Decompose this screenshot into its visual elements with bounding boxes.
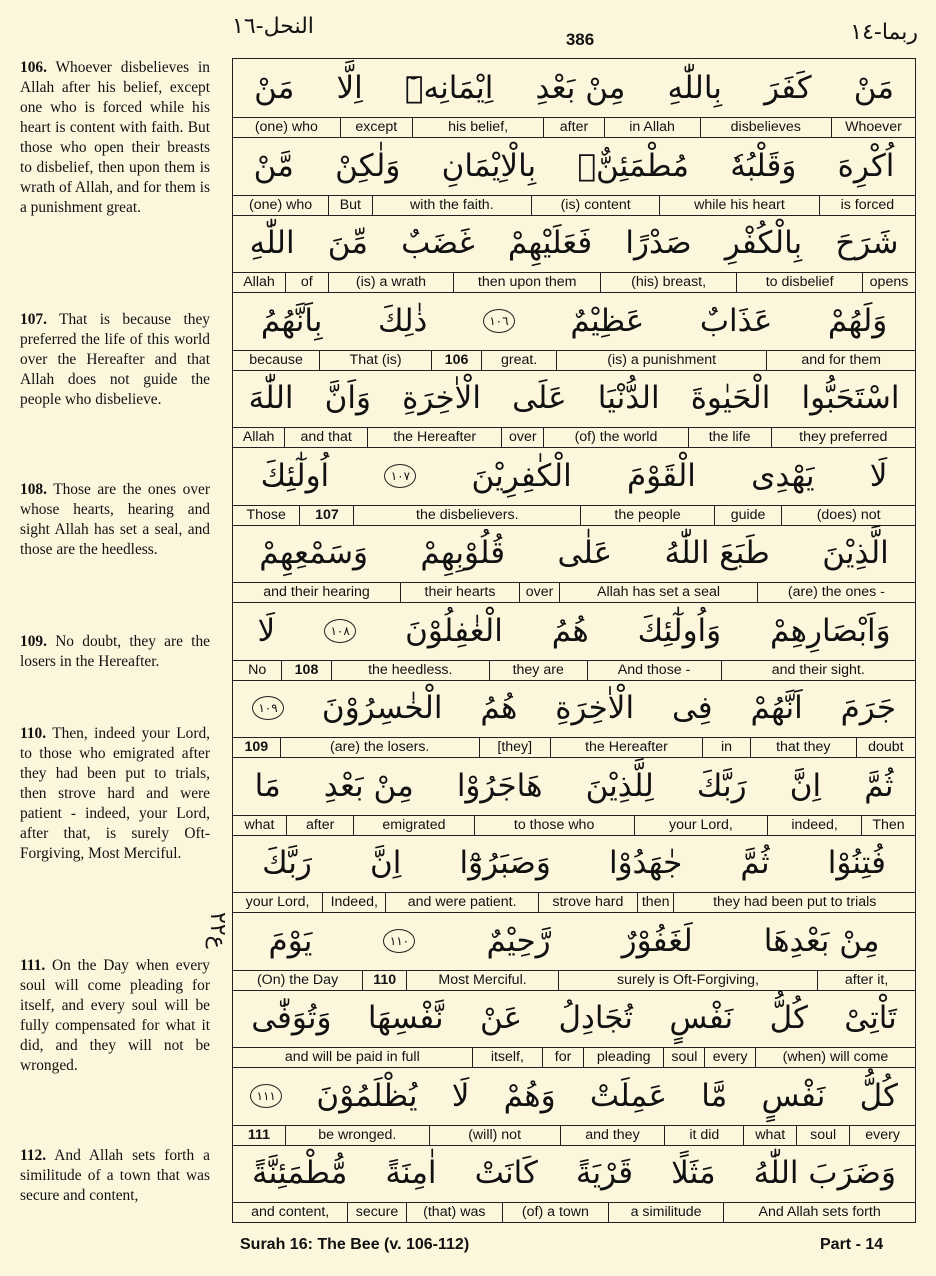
gloss-cell: what [743, 1126, 796, 1145]
arabic-word: مِنْ بَعْدِهَا [763, 922, 880, 959]
arabic-word: اُكْرِهَ [837, 147, 895, 184]
arabic-word: بِاَنَّهُمُ [260, 302, 323, 339]
gloss-cell: and they [560, 1126, 665, 1145]
arabic-word: مِنْ بَعْدِ [535, 70, 626, 106]
gloss-cell: 109 [244, 739, 269, 756]
gloss-cell: 108 [281, 661, 330, 680]
grid-row [233, 59, 915, 137]
grid-row [233, 602, 915, 680]
gloss-cell: the Hereafter [550, 738, 703, 757]
grid-row [233, 292, 915, 370]
grid-row [233, 834, 915, 912]
arabic-line [233, 292, 915, 350]
gloss-cell: 106 [431, 351, 481, 370]
arabic-word: الْغٰفِلُوْنَ [405, 612, 503, 649]
arabic-line [233, 214, 915, 272]
arabic-word: قُلُوْبِهِمْ [420, 535, 506, 572]
gloss-cell: and for them [766, 351, 915, 370]
arabic-line [233, 989, 915, 1047]
arabic-word: هُمُ [480, 690, 518, 727]
arabic-word: وَلٰكِنْ [335, 147, 401, 184]
arabic-word: رَبَّكَ [262, 845, 312, 882]
grid-row [233, 447, 915, 525]
gloss-cell: Allah [242, 429, 275, 446]
arabic-word: لَا [451, 1077, 470, 1114]
arabic-word: الْاٰخِرَةِ [402, 380, 481, 417]
english-gloss-line [233, 1047, 915, 1068]
arabic-word: كَانَتْ [474, 1155, 538, 1192]
english-gloss-line [233, 737, 915, 758]
arabic-word: غَضَبٌ [401, 225, 475, 262]
arabic-line [233, 679, 915, 737]
arabic-line [233, 1144, 915, 1202]
arabic-word: عَظِيْمٌ [570, 302, 645, 339]
arabic-word: وَاُولٰٓئِكَ [637, 612, 722, 649]
gloss-cell: the disbelievers. [353, 506, 580, 525]
arabic-word: وَقَلْبُهٗ [730, 147, 797, 184]
gloss-cell: (will) not [429, 1126, 560, 1145]
gloss-cell: secure [347, 1203, 405, 1222]
gloss-cell: they had been put to trials [673, 893, 915, 912]
gloss-cell: strove hard [538, 893, 637, 912]
english-gloss-line [233, 892, 915, 913]
arabic-line [233, 59, 915, 117]
gloss-cell: they are [489, 661, 587, 680]
gloss-cell: emigrated [353, 816, 473, 835]
english-gloss-line [233, 427, 915, 448]
arabic-word: وَضَرَبَ اللّٰهُ [753, 1155, 896, 1192]
gloss-cell: (one) who [249, 196, 313, 213]
gloss-cell: your Lord, [245, 894, 310, 911]
translation-verse-112: 112. And Allah sets forth a similitude of a town that was secure and content, [20, 1147, 211, 1204]
translation-verse-110: 110. Then, indeed your Lord, to those who emigrated after they had been put to trials, then strove hard and were patient - indeed, your Lord, after that, is surely Oft-Forgiving, Most Merciful. [20, 725, 210, 862]
gloss-cell: except [340, 118, 412, 137]
arabic-word: جٰهَدُوْا [608, 845, 683, 882]
gloss-cell: it did [664, 1126, 743, 1145]
gloss-cell: (are) the ones - [757, 583, 915, 602]
gloss-cell: (when) will come [755, 1048, 915, 1067]
arabic-word: بِالْاِيْمَانِ [441, 147, 537, 184]
translation-verse-107: 107. That is because they preferred the life of this world over the Hereafter and that Allah does not guide the people who disbelieve. [20, 311, 210, 408]
gloss-cell: That (is) [319, 351, 431, 370]
arabic-word: وَاَنَّ [324, 380, 371, 417]
arabic-word: وَهُمْ [503, 1077, 556, 1114]
arabic-word: بِاللّٰهِ [667, 70, 722, 106]
arabic-word: هُمُ [551, 612, 589, 649]
english-gloss-line [233, 272, 915, 293]
gloss-cell: over [501, 428, 543, 447]
gloss-cell: and were patient. [385, 893, 537, 912]
arabic-word: وَاَبْصَارِهِمْ [770, 612, 891, 649]
gloss-cell: after it, [817, 971, 915, 990]
translation-verse-108: 108. Those are the ones over whose hearts, hearing and sight Allah has set a seal, and those are the heedless. [20, 481, 211, 558]
arabic-word: ثُمَّ [740, 845, 770, 882]
arabic-word: مَّا [701, 1077, 728, 1114]
gloss-cell: Allah has set a seal [559, 583, 757, 602]
arabic-line [233, 1067, 915, 1125]
english-gloss-line [233, 1125, 915, 1146]
grid-row [233, 679, 915, 757]
english-gloss-line [233, 505, 915, 526]
gloss-cell: soul [663, 1048, 704, 1067]
english-gloss-line [233, 582, 915, 603]
arabic-word: طَبَعَ اللّٰهُ [664, 535, 770, 572]
gloss-cell: (that) was [406, 1203, 502, 1222]
arabic-word: كُلُّ [769, 1000, 808, 1037]
arabic-word: رَّحِيْمٌ [486, 922, 551, 959]
arabic-word: وَتُوَفّٰى [251, 1000, 332, 1037]
header-surah-arabic: النحل-١٦ [232, 14, 314, 39]
gloss-cell: great. [481, 351, 556, 370]
arabic-word: اُولٰٓئِكَ [260, 457, 330, 494]
gloss-cell: Then [861, 816, 915, 835]
page-number: 386 [565, 30, 595, 49]
arabic-word: اللّٰهِ [249, 225, 295, 262]
arabic-word: الْكٰفِرِيْنَ [471, 457, 572, 494]
gloss-cell: of [285, 273, 328, 292]
grid-row [233, 137, 915, 215]
arabic-word: الدُّنْيَا [597, 380, 660, 417]
gloss-cell: But [328, 196, 371, 215]
arabic-word: اٰمِنَةً [385, 1155, 437, 1192]
arabic-word: ذٰلِكَ [377, 302, 428, 339]
gloss-cell: the life [688, 428, 771, 447]
gloss-cell: over [519, 583, 559, 602]
gloss-cell: and their sight. [721, 661, 915, 680]
gloss-cell: every [849, 1126, 915, 1145]
gloss-cell: disbelieves [700, 118, 831, 137]
arabic-word: يَوْمَ [268, 922, 313, 959]
arabic-word: رَبَّكَ [696, 767, 747, 804]
gloss-cell: Allah [243, 274, 275, 291]
grid-row [233, 524, 915, 602]
arabic-word: اللّٰهَ [248, 380, 294, 417]
translation-verse-111: 111. On the Day when every soul will come pleading for itself, and every soul will be fully compensated for what it did, and they will not be wronged. [20, 957, 210, 1074]
verse-number-marker: ١٠٦ [483, 309, 515, 333]
verse-number-marker: ١١٠ [383, 929, 415, 953]
arabic-line [233, 834, 915, 892]
arabic-word: مَنْ [254, 70, 295, 106]
footer-surah: Surah 16: The Bee (v. 106-112) [240, 1236, 470, 1253]
gloss-cell: to disbelief [736, 273, 862, 292]
gloss-cell: soul [796, 1126, 849, 1145]
arabic-word: مِنْ بَعْدِ [323, 767, 414, 804]
gloss-cell: be wronged. [285, 1126, 429, 1145]
arabic-word: يَهْدِى [751, 457, 815, 494]
arabic-line [233, 447, 915, 505]
gloss-cell: (are) the losers. [280, 738, 479, 757]
arabic-word: ثُمَّ [864, 767, 894, 804]
gloss-cell: guide [714, 506, 781, 525]
gloss-cell: because [249, 351, 303, 368]
gloss-cell: (is) content [531, 196, 659, 215]
gloss-cell: Whoever [831, 118, 915, 137]
arabic-line [233, 602, 915, 660]
arabic-word: هَاجَرُوْا [456, 767, 543, 804]
arabic-word: لَا [869, 457, 888, 494]
gloss-cell: then upon them [453, 273, 600, 292]
english-gloss-line [233, 1202, 915, 1223]
grid-row [233, 757, 915, 835]
gloss-cell: a similitude [608, 1203, 723, 1222]
gloss-cell: (is) a punishment [556, 351, 766, 370]
gloss-cell: indeed, [767, 816, 861, 835]
gloss-cell: (one) who [254, 119, 318, 135]
gloss-cell: after [286, 816, 353, 835]
arabic-word: فِى [671, 690, 713, 727]
arabic-word: وَسَمْعِهِمْ [259, 535, 369, 572]
gloss-cell: that they [750, 738, 856, 757]
arabic-word: كَفَرَ [764, 70, 812, 106]
arabic-word: مَثَلًا [671, 1155, 716, 1192]
gloss-cell: they preferred [771, 428, 915, 447]
arabic-word: بِالْكُفْرِ [724, 225, 803, 262]
gloss-cell: (does) not [781, 506, 915, 525]
header-juz-arabic: ربما-١٤ [850, 20, 918, 45]
grid-row [233, 369, 915, 447]
arabic-word: مُّطْمَئِنَّةً [252, 1155, 348, 1192]
gloss-cell: (of) a town [502, 1203, 608, 1222]
arabic-word: اسْتَحَبُّوا [801, 380, 900, 417]
arabic-word: مِّنَ [327, 225, 368, 262]
arabic-word: مَّنْ [253, 147, 294, 184]
gloss-cell: every [704, 1048, 755, 1067]
arabic-word: شَرَحَ [835, 225, 899, 262]
translation-verse-106: 106. Whoever disbelieves in Allah after his belief, except one who is forced while his heart is content with faith. But those who open their breasts to disbelief, then upon them is wrath of Allah, and for them is a punishment great. [20, 59, 211, 216]
arabic-word: الْحَيٰوةَ [690, 380, 771, 417]
gloss-cell: 111 [247, 1126, 271, 1143]
arabic-word: فَعَلَيْهِمْ [507, 225, 593, 262]
arabic-word: الَّذِيْنَ [822, 535, 889, 572]
gloss-cell: (is) a wrath [328, 273, 454, 292]
arabic-word: عَلَى [512, 380, 567, 417]
gloss-cell: and their hearing [263, 584, 370, 601]
gloss-cell: the heedless. [331, 661, 489, 680]
gloss-cell: with the faith. [372, 196, 532, 215]
gloss-cell: the Hereafter [367, 428, 501, 447]
arabic-word: الْاٰخِرَةِ [555, 690, 635, 727]
verse-number-marker: ١٠٩ [252, 696, 284, 720]
gloss-cell: and will be paid in full [284, 1049, 420, 1066]
grid-row [233, 912, 915, 990]
verse-number-marker: ١١١ [250, 1084, 282, 1108]
arabic-word: يُظْلَمُوْنَ [316, 1077, 418, 1114]
english-gloss-line [233, 117, 915, 138]
arabic-line [233, 757, 915, 815]
english-gloss-line [233, 660, 915, 681]
arabic-word: عَذَابٌ [699, 302, 773, 339]
arabic-word: جَرَمَ [840, 690, 897, 727]
gloss-cell: and that [284, 428, 367, 447]
arabic-line [233, 524, 915, 582]
gloss-cell: [they] [479, 738, 550, 757]
arabic-word: تَاْتِىْ [844, 1000, 897, 1037]
arabic-word: اِيْمَانِهٖٓ [404, 70, 494, 106]
gloss-cell: in Allah [604, 118, 700, 137]
arabic-word: اِنَّ [789, 767, 822, 804]
gloss-cell: No [248, 661, 267, 678]
arabic-word: وَلَهُمْ [827, 302, 888, 339]
grid-row [233, 1067, 915, 1145]
arabic-word: نَفْسٍ [669, 1000, 734, 1037]
gloss-cell: after [543, 118, 603, 137]
gloss-cell: is forced [819, 196, 915, 215]
english-gloss-line [233, 815, 915, 836]
arabic-word: اَنَّهُمْ [750, 690, 803, 727]
arabic-word: تُجَادِلُ [558, 1000, 633, 1037]
gloss-cell: opens [862, 273, 915, 292]
gloss-cell: your Lord, [634, 816, 768, 835]
arabic-word: الْخٰسِرُوْنَ [321, 690, 443, 727]
gloss-cell: the people [580, 506, 714, 525]
arabic-word: مَنْ [853, 70, 894, 106]
gloss-cell: pleading [583, 1048, 664, 1067]
gloss-cell: for [542, 1048, 583, 1067]
gloss-cell: itself, [472, 1048, 543, 1067]
gloss-cell: doubt [856, 738, 915, 757]
arabic-word: الْقَوْمَ [626, 457, 696, 494]
arabic-line [233, 912, 915, 970]
gloss-cell: And those - [587, 661, 721, 680]
arabic-word: لِلَّذِيْنَ [585, 767, 654, 804]
arabic-word: لَا [257, 612, 276, 649]
arabic-word: وَصَبَرُوْٓا [459, 845, 551, 882]
arabic-word: فُتِنُوْا [827, 845, 886, 882]
gloss-cell: to those who [474, 816, 634, 835]
arabic-word: صَدْرًا [625, 225, 692, 262]
arabic-word: مَا [254, 767, 281, 804]
english-gloss-line [233, 970, 915, 991]
gloss-cell: Most Merciful. [406, 971, 558, 990]
translation-verse-109: 109. No doubt, they are the losers in the Hereafter. [20, 633, 210, 670]
arabic-word: نَفْسٍ [761, 1077, 826, 1114]
gloss-cell: Indeed, [322, 893, 385, 912]
arabic-word: عَنْ [480, 1000, 523, 1037]
gloss-cell: then [637, 893, 674, 912]
gloss-cell: 110 [362, 971, 406, 990]
gloss-cell: (his) breast, [600, 273, 736, 292]
gloss-cell: what [244, 816, 275, 833]
arabic-word: قَرْيَةً [575, 1155, 634, 1192]
english-gloss-line [233, 195, 915, 216]
arabic-word: اِنَّ [369, 845, 402, 882]
arabic-line [233, 137, 915, 195]
gloss-cell: surely is Oft-Forgiving, [558, 971, 817, 990]
gloss-cell: And Allah sets forth [723, 1203, 915, 1222]
footer-part: Part - 14 [820, 1236, 884, 1253]
gloss-cell: Those [246, 506, 286, 523]
verse-number-marker: ١٠٨ [324, 619, 356, 643]
verse-number-marker: ١٠٧ [384, 464, 416, 488]
gloss-cell: (On) the Day [256, 971, 339, 988]
grid-row [233, 1144, 915, 1222]
arabic-word: كُلُّ [859, 1077, 898, 1114]
grid-row [233, 214, 915, 292]
grid-row [233, 989, 915, 1067]
gloss-cell: their hearts [400, 583, 519, 602]
gloss-cell: (of) the world [543, 428, 687, 447]
arabic-word: لَغَفُوْرٌ [621, 922, 693, 959]
arabic-line [233, 369, 915, 427]
word-by-word-grid [232, 58, 916, 1223]
gloss-cell: and content, [251, 1204, 330, 1221]
arabic-word: اِلَّا [336, 70, 363, 106]
gloss-cell: while his heart [659, 196, 819, 215]
arabic-word: نَّفْسِهَا [367, 1000, 444, 1037]
arabic-word: عَلٰى [557, 535, 613, 572]
arabic-word: مُطْمَئِنٌّۢ [577, 147, 689, 184]
gloss-cell: in [702, 738, 750, 757]
gloss-cell: 107 [299, 506, 353, 525]
english-gloss-line [233, 350, 915, 371]
gloss-cell: his belief, [412, 118, 543, 137]
ruku-mark: ع٢٢ [205, 912, 230, 949]
arabic-word: عَمِلَتْ [589, 1077, 667, 1114]
